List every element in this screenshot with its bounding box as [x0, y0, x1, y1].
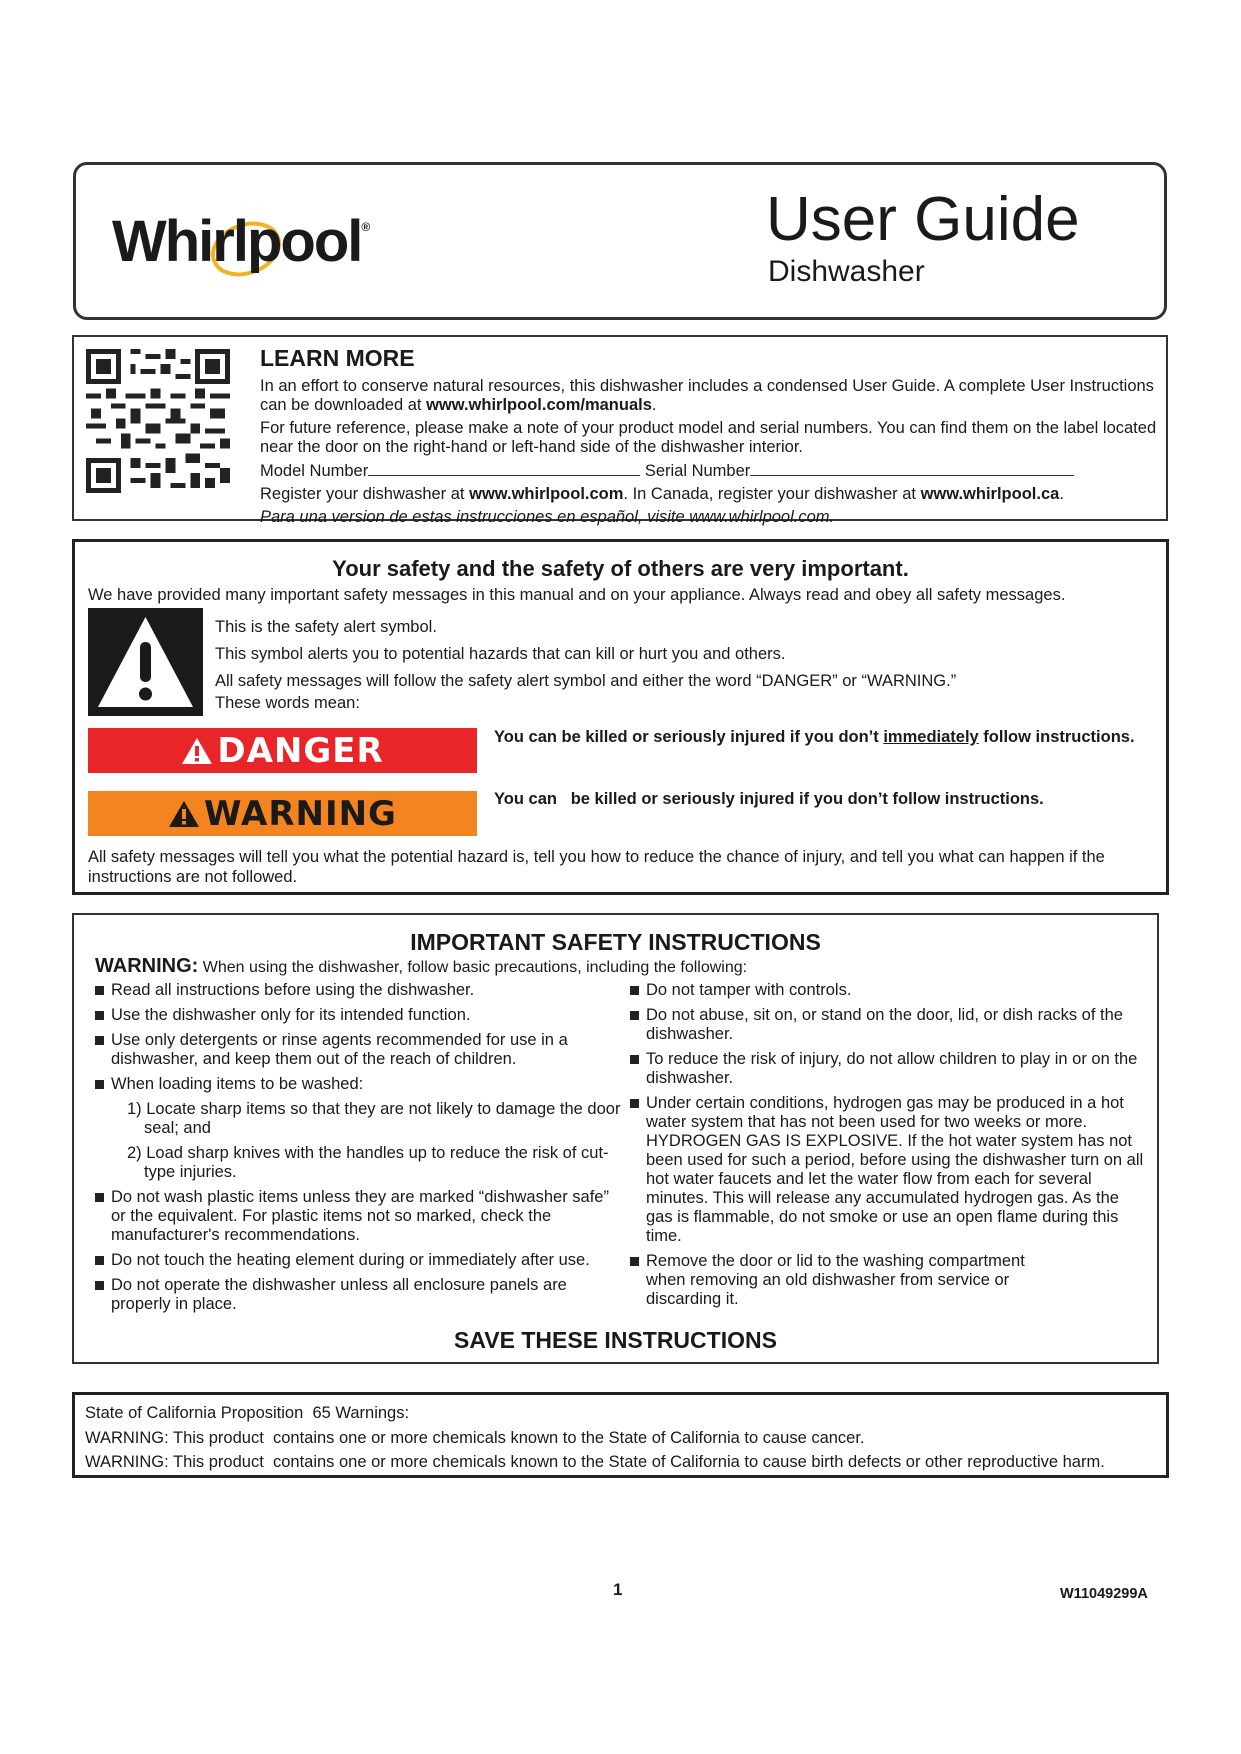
serial-number-blank[interactable]	[750, 461, 1074, 476]
list-item: Do not touch the heating element during or immediately after use.	[94, 1251, 624, 1270]
model-number-label: Model Number	[260, 462, 369, 480]
list-item: When loading items to be washed:	[94, 1075, 624, 1094]
sub-list-item: 2) Load sharp knives with the handles up to reduce the risk of cut-type injuries.	[127, 1144, 609, 1181]
learn-more-box	[72, 335, 1168, 526]
prop65-box	[72, 1392, 1169, 1478]
instructions-box	[72, 913, 1159, 1364]
list-item: Do not wash plastic items unless they are marked “dishwasher safe” or the equivalent. For plastic items not so marked, check the manufacturer's recommendations.	[94, 1188, 624, 1245]
list-item: Use only detergents or rinse agents recommended for use in a dishwasher, and keep them out of the reach of children.	[94, 1031, 624, 1069]
manuals-link[interactable]: www.whirlpool.com/manuals	[426, 396, 652, 414]
list-item: Read all instructions before using the dishwasher.	[94, 981, 624, 1000]
prop65-line: WARNING: This product contains one or more chemicals known to the State of California to cause cancer.	[85, 1428, 865, 1447]
list-item: Do not operate the dishwasher unless all enclosure panels are properly in place.	[94, 1276, 624, 1314]
register-line: Register your dishwasher at www.whirlpool.com. In Canada, register your dishwasher at www.whirlpool.ca.	[260, 485, 1064, 503]
sub-list-item: 1) Locate sharp items so that they are not likely to damage the door seal; and	[127, 1100, 621, 1137]
save-instructions: SAVE THESE INSTRUCTIONS	[454, 1327, 777, 1353]
alert-line: This symbol alerts you to potential hazards that can kill or hurt you and others.	[215, 645, 786, 663]
whirlpool-logo	[112, 205, 369, 285]
list-item: Do not tamper with controls.	[629, 981, 1149, 1000]
danger-alert-icon	[181, 737, 213, 765]
learn-more-content	[260, 341, 1160, 531]
list-item: Do not abuse, sit on, or stand on the door, lid, or dish racks of the dishwasher.	[629, 1006, 1149, 1044]
register-link-ca[interactable]: www.whirlpool.ca	[920, 485, 1060, 503]
header-box	[73, 162, 1167, 320]
learn-more-title: LEARN MORE	[260, 345, 415, 371]
danger-description: You can be killed or seriously injured if you don’t immediately follow instructions.	[494, 728, 1135, 746]
brand-name: Whirlpool®	[112, 209, 369, 274]
instructions-warning: WARNING: When using the dishwasher, follow basic precautions, including the following:	[95, 955, 748, 977]
warning-description: You can be killed or seriously injured if you don’t follow instructions.	[494, 790, 1044, 808]
warning-label: WARNING	[204, 793, 397, 834]
instructions-right-column	[629, 981, 1149, 1315]
learn-more-paragraph-2: For future reference, please make a note of your product model and serial numbers. You can find them on the label located near the door on the right-hand or left-hand side of the dishwasher interior.	[260, 419, 1157, 456]
instructions-left-column	[94, 981, 624, 1320]
spanish-note: Para una version de estas instrucciones en español, visite www.whirlpool.com.	[260, 508, 835, 526]
warning-alert-icon	[168, 800, 200, 828]
prop65-lines	[85, 1401, 1105, 1475]
qr-code-icon	[86, 349, 230, 493]
instructions-title: IMPORTANT SAFETY INSTRUCTIONS	[410, 929, 821, 955]
safety-alert-icon	[88, 608, 203, 716]
model-serial-line	[260, 461, 1160, 481]
alert-line: All safety messages will follow the safety alert symbol and either the word “DANGER” or “WARNING.”	[215, 672, 957, 690]
danger-signal-panel	[88, 728, 477, 773]
alert-line: This is the safety alert symbol.	[215, 618, 437, 636]
list-item: Remove the door or lid to the washing compartment when removing an old dishwasher from service or discarding it.	[629, 1252, 1046, 1309]
serial-number-label: Serial Number	[644, 462, 751, 480]
safety-title: Your safety and the safety of others are very important.	[332, 556, 909, 581]
safety-footer: All safety messages will tell you what the potential hazard is, tell you how to reduce the chance of injury, and tell you what can happen if the instructions are not followed.	[88, 848, 1105, 886]
alert-symbol-description	[215, 614, 956, 714]
safety-box	[72, 539, 1169, 895]
learn-more-paragraph-1: In an effort to conserve natural resources, this dishwasher includes a condensed User Guide. A complete User Instructions can be downloaded at www.whirlpool.com/manuals.	[260, 377, 1154, 414]
page-subtitle: Dishwasher	[768, 255, 925, 288]
model-number-blank[interactable]	[368, 461, 640, 476]
list-item: To reduce the risk of injury, do not allow children to play in or on the dishwasher.	[629, 1050, 1149, 1088]
danger-label: DANGER	[217, 730, 384, 771]
register-link-us[interactable]: www.whirlpool.com	[469, 485, 624, 503]
prop65-line: WARNING: This product contains one or more chemicals known to the State of California to cause birth defects or other reproductive harm.	[85, 1453, 1105, 1471]
alert-line: These words mean:	[215, 694, 360, 712]
document-code: W11049299A	[1060, 1586, 1148, 1602]
list-item: Under certain conditions, hydrogen gas may be produced in a hot water system that has not been used for two weeks or more. HYDROGEN GAS IS EXPLOSIVE. If the hot water system has not been used for such a period, before using the dishwasher turn on all hot water faucets and let the water flow from each for several minutes. This will release any accumulated hydrogen gas. As the gas is flammable, do not smoke or use an open flame during this time.	[629, 1094, 1149, 1246]
safety-intro: We have provided many important safety messages in this manual and on your appliance. Always read and obey all safety messages.	[88, 586, 1066, 604]
page-number: 1	[613, 1580, 623, 1599]
warning-signal-panel	[88, 791, 477, 836]
list-item: Use the dishwasher only for its intended function.	[94, 1006, 624, 1025]
prop65-line: State of California Proposition 65 Warnings:	[85, 1404, 410, 1422]
page-title: User Guide	[766, 185, 1080, 254]
